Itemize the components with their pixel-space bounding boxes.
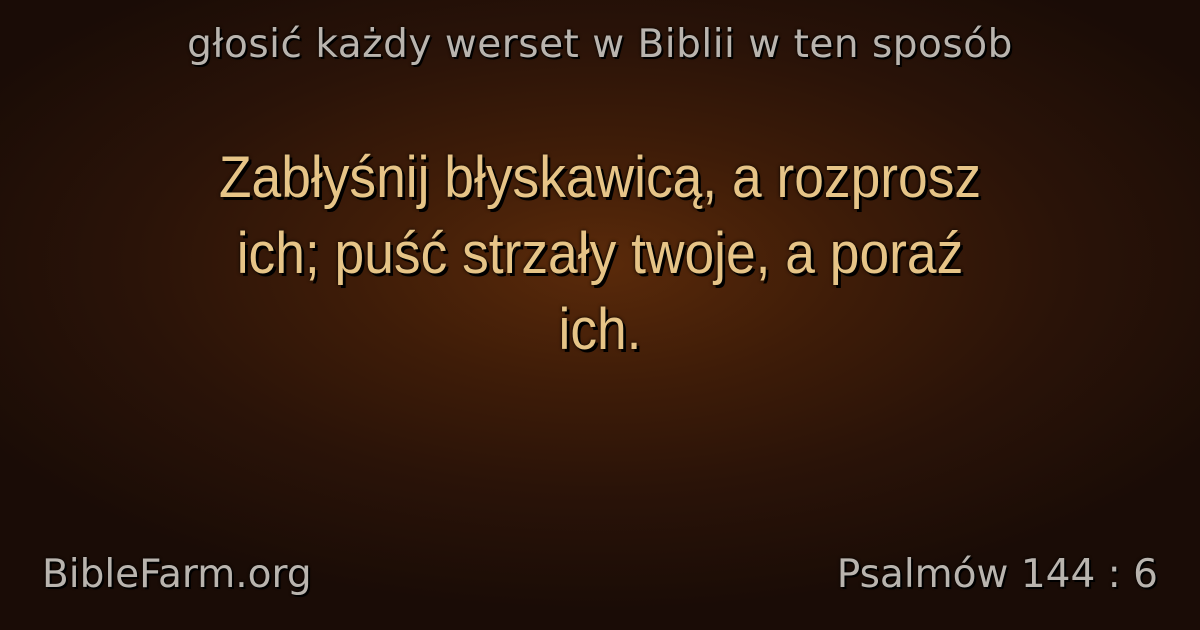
- verse-line-1: Zabłyśnij błyskawicą, a rozprosz: [218, 145, 982, 210]
- site-name: BibleFarm.org: [42, 552, 312, 597]
- verse-line-3: ich.: [558, 297, 642, 362]
- verse-reference: Psalmów 144 : 6: [836, 552, 1158, 597]
- verse-line-2: ich; puść strzały twoje, a poraź: [236, 221, 964, 286]
- tagline: głosić każdy werset w Biblii w ten sposób: [187, 22, 1013, 67]
- verse-text: [103, 140, 1097, 368]
